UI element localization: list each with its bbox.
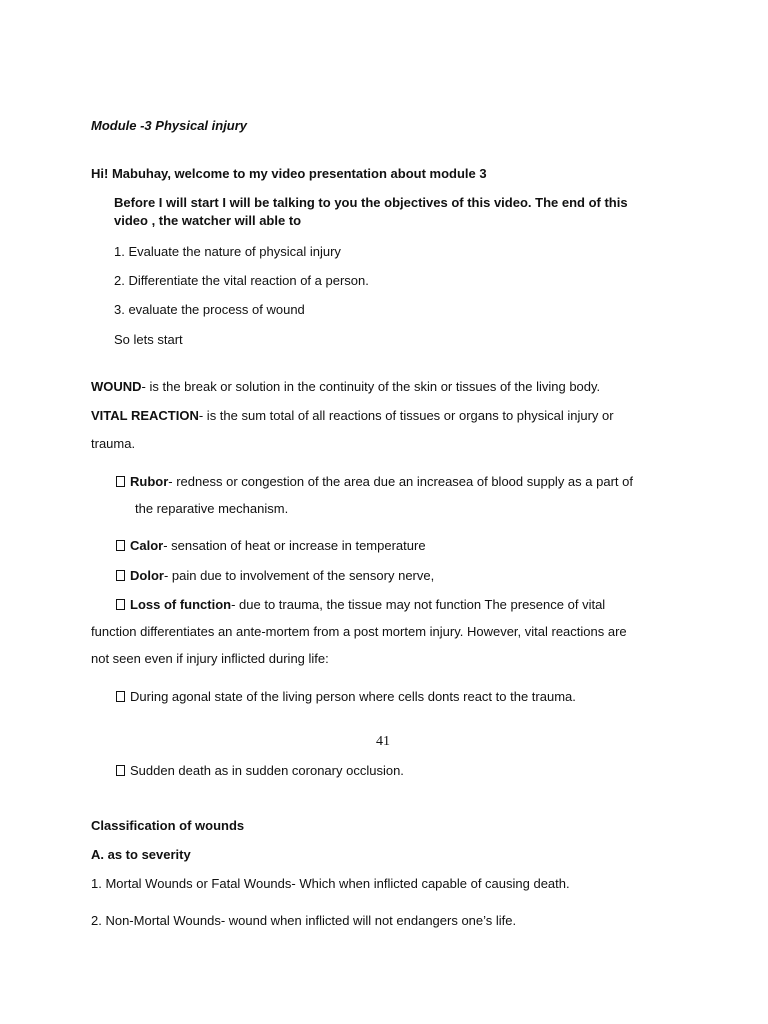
calor-item (116, 538, 426, 554)
dolor-text: - pain due to involvement of the sensory nerve, (163, 568, 435, 583)
severity-item: 2. Non-Mortal Wounds- wound when inflicted will not endangers one’s life. (91, 913, 517, 928)
dolor-term: Dolor (130, 568, 164, 583)
intro-line-1: Before I will start I will be talking to you the objectives of this video. The end of this (114, 195, 628, 210)
objective-item: 2. Differentiate the vital reaction of a person. (114, 273, 369, 288)
loss-of-function-text-continued: function differentiates an ante-mortem from a post mortem injury. However, vital reactions are (91, 624, 627, 639)
vital-reaction-text: - is the sum total of all reactions of tissues or organs to physical injury or (198, 408, 614, 423)
module-title: Module -3 Physical injury (91, 118, 248, 133)
vital-reaction-definition (91, 408, 614, 424)
rubor-term: Rubor (130, 474, 169, 489)
wound-definition-text: - is the break or solution in the continuity of the skin or tissues of the living body. (141, 379, 601, 394)
rubor-item (116, 474, 633, 490)
severity-heading: A. as to severity (91, 847, 191, 862)
objective-item: 3. evaluate the process of wound (114, 302, 305, 317)
sudden-death-item (116, 763, 404, 779)
classification-heading: Classification of wounds (91, 818, 245, 833)
page-number: 41 (376, 734, 390, 749)
bullet-box-icon (116, 570, 125, 581)
intro-line-2: video , the watcher will able to (114, 213, 302, 228)
start-text: So lets start (114, 332, 183, 347)
loss-of-function-item (116, 597, 605, 613)
greeting-line: Hi! Mabuhay, welcome to my video presentation about module 3 (91, 166, 487, 181)
bullet-box-icon (116, 540, 125, 551)
dolor-item (116, 568, 434, 584)
loss-of-function-text: - due to trauma, the tissue may not function The presence of vital (231, 597, 606, 612)
objective-item: 1. Evaluate the nature of physical injury (114, 244, 341, 259)
calor-text: - sensation of heat or increase in temperature (163, 538, 426, 553)
bullet-box-icon (116, 476, 125, 487)
bullet-box-icon (116, 765, 125, 776)
loss-of-function-text-continued: not seen even if injury inflicted during life: (91, 651, 329, 666)
agonal-item (116, 689, 576, 705)
calor-term: Calor (130, 538, 164, 553)
agonal-text: During agonal state of the living person where cells donts react to the trauma. (130, 689, 576, 704)
bullet-box-icon (116, 599, 125, 610)
bullet-box-icon (116, 691, 125, 702)
wound-term: WOUND (91, 379, 142, 394)
loss-of-function-term: Loss of function (130, 597, 232, 612)
rubor-text: - redness or congestion of the area due an increasea of blood supply as a part of (168, 474, 633, 489)
vital-reaction-term: VITAL REACTION (91, 408, 199, 423)
severity-item: 1. Mortal Wounds or Fatal Wounds- Which when inflicted capable of causing death. (91, 876, 570, 891)
rubor-text-continued: the reparative mechanism. (135, 501, 289, 516)
vital-reaction-text-continued: trauma. (91, 436, 136, 451)
wound-definition (91, 379, 600, 395)
sudden-death-text: Sudden death as in sudden coronary occlusion. (130, 763, 404, 778)
